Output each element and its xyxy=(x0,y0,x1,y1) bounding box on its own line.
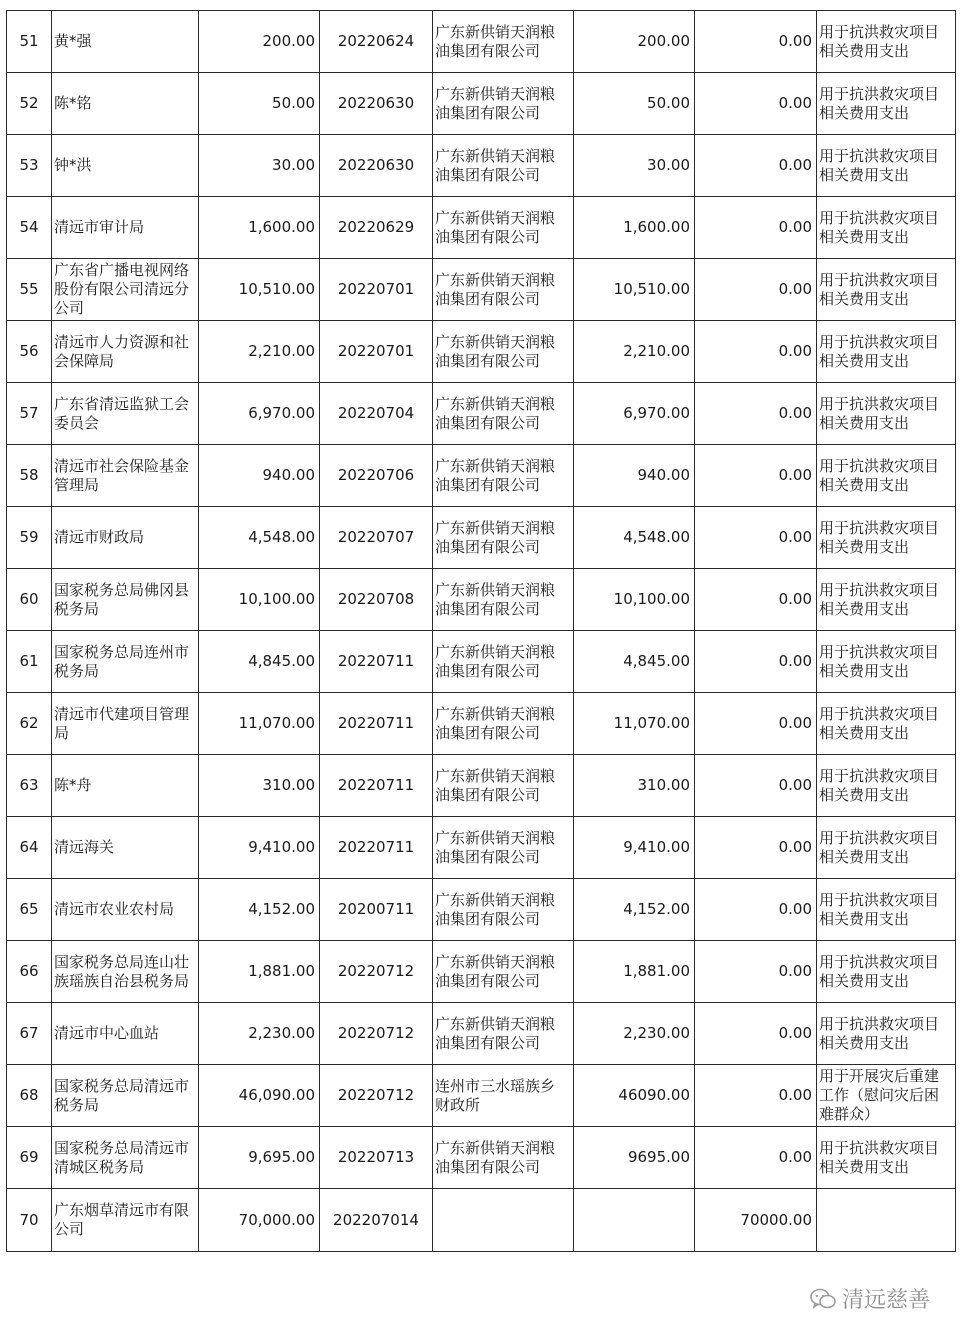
disbursed-amount xyxy=(574,1189,695,1252)
table-row xyxy=(7,321,956,383)
donation-amount: 310.00 xyxy=(199,755,320,817)
row-number: 63 xyxy=(7,755,52,817)
donor-name: 广东省广播电视网络股份有限公司清远分公司 xyxy=(52,259,199,321)
recipient-org: 广东新供销天润粮油集团有限公司 xyxy=(433,879,574,941)
donation-amount: 4,845.00 xyxy=(199,631,320,693)
donation-date: 20220701 xyxy=(320,259,433,321)
donor-name: 国家税务总局连州市税务局 xyxy=(52,631,199,693)
balance-amount: 0.00 xyxy=(695,879,817,941)
donation-date: 20220629 xyxy=(320,197,433,259)
row-number: 65 xyxy=(7,879,52,941)
donation-amount: 6,970.00 xyxy=(199,383,320,445)
donation-amount: 50.00 xyxy=(199,73,320,135)
balance-amount: 0.00 xyxy=(695,1127,817,1189)
usage-description: 用于抗洪救灾项目相关费用支出 xyxy=(817,507,956,569)
donor-name: 国家税务总局清远市清城区税务局 xyxy=(52,1127,199,1189)
donation-amount: 30.00 xyxy=(199,135,320,197)
recipient-org: 连州市三水瑶族乡财政所 xyxy=(433,1065,574,1127)
donor-name: 清远市人力资源和社会保障局 xyxy=(52,321,199,383)
donation-date: 20220712 xyxy=(320,941,433,1003)
watermark xyxy=(810,1283,930,1314)
usage-description: 用于开展灾后重建工作（慰问灾后困难群众） xyxy=(817,1065,956,1127)
donation-amount: 70,000.00 xyxy=(199,1189,320,1252)
disbursed-amount: 4,548.00 xyxy=(574,507,695,569)
donation-date: 202207014 xyxy=(320,1189,433,1252)
balance-amount: 0.00 xyxy=(695,755,817,817)
recipient-org: 广东新供销天润粮油集团有限公司 xyxy=(433,817,574,879)
donation-date: 20220711 xyxy=(320,755,433,817)
row-number: 51 xyxy=(7,11,52,73)
donor-name: 广东烟草清远市有限公司 xyxy=(52,1189,199,1252)
row-number: 61 xyxy=(7,631,52,693)
donation-amount: 46,090.00 xyxy=(199,1065,320,1127)
balance-amount: 0.00 xyxy=(695,693,817,755)
donation-date: 20220712 xyxy=(320,1065,433,1127)
usage-description: 用于抗洪救灾项目相关费用支出 xyxy=(817,259,956,321)
donation-amount: 9,410.00 xyxy=(199,817,320,879)
table-row xyxy=(7,135,956,197)
recipient-org: 广东新供销天润粮油集团有限公司 xyxy=(433,1127,574,1189)
table-row xyxy=(7,73,956,135)
donation-amount: 4,548.00 xyxy=(199,507,320,569)
donation-date: 20220704 xyxy=(320,383,433,445)
table-row xyxy=(7,755,956,817)
donor-name: 清远市审计局 xyxy=(52,197,199,259)
recipient-org: 广东新供销天润粮油集团有限公司 xyxy=(433,569,574,631)
donation-date: 20220711 xyxy=(320,693,433,755)
balance-amount: 70000.00 xyxy=(695,1189,817,1252)
row-number: 56 xyxy=(7,321,52,383)
recipient-org: 广东新供销天润粮油集团有限公司 xyxy=(433,321,574,383)
row-number: 66 xyxy=(7,941,52,1003)
table-row xyxy=(7,383,956,445)
donor-name: 清远海关 xyxy=(52,817,199,879)
wechat-icon xyxy=(810,1288,836,1310)
row-number: 52 xyxy=(7,73,52,135)
recipient-org: 广东新供销天润粮油集团有限公司 xyxy=(433,507,574,569)
disbursed-amount: 4,845.00 xyxy=(574,631,695,693)
table-row xyxy=(7,1003,956,1065)
donation-date: 20220630 xyxy=(320,135,433,197)
donation-date: 20220624 xyxy=(320,11,433,73)
balance-amount: 0.00 xyxy=(695,507,817,569)
donor-name: 清远市财政局 xyxy=(52,507,199,569)
donation-amount: 1,600.00 xyxy=(199,197,320,259)
donor-name: 国家税务总局清远市税务局 xyxy=(52,1065,199,1127)
recipient-org: 广东新供销天润粮油集团有限公司 xyxy=(433,135,574,197)
row-number: 67 xyxy=(7,1003,52,1065)
donation-amount: 200.00 xyxy=(199,11,320,73)
donation-date: 20220711 xyxy=(320,817,433,879)
disbursed-amount: 2,230.00 xyxy=(574,1003,695,1065)
balance-amount: 0.00 xyxy=(695,321,817,383)
recipient-org: 广东新供销天润粮油集团有限公司 xyxy=(433,259,574,321)
balance-amount: 0.00 xyxy=(695,569,817,631)
donation-date: 20220712 xyxy=(320,1003,433,1065)
donation-date: 20220630 xyxy=(320,73,433,135)
donation-table xyxy=(6,10,956,1252)
disbursed-amount: 9695.00 xyxy=(574,1127,695,1189)
usage-description: 用于抗洪救灾项目相关费用支出 xyxy=(817,321,956,383)
table-row xyxy=(7,445,956,507)
watermark-text: 清远慈善 xyxy=(842,1288,931,1313)
usage-description: 用于抗洪救灾项目相关费用支出 xyxy=(817,135,956,197)
donor-name: 广东省清远监狱工会委员会 xyxy=(52,383,199,445)
donor-name: 陈*舟 xyxy=(52,755,199,817)
table-row xyxy=(7,693,956,755)
recipient-org: 广东新供销天润粮油集团有限公司 xyxy=(433,1003,574,1065)
recipient-org xyxy=(433,1189,574,1252)
donor-name: 陈*铭 xyxy=(52,73,199,135)
donor-name: 清远市中心血站 xyxy=(52,1003,199,1065)
recipient-org: 广东新供销天润粮油集团有限公司 xyxy=(433,383,574,445)
row-number: 59 xyxy=(7,507,52,569)
usage-description: 用于抗洪救灾项目相关费用支出 xyxy=(817,11,956,73)
table-row xyxy=(7,259,956,321)
donation-amount: 11,070.00 xyxy=(199,693,320,755)
balance-amount: 0.00 xyxy=(695,1003,817,1065)
disbursed-amount: 200.00 xyxy=(574,11,695,73)
usage-description: 用于抗洪救灾项目相关费用支出 xyxy=(817,879,956,941)
row-number: 69 xyxy=(7,1127,52,1189)
donor-name: 国家税务总局连山壮族瑶族自治县税务局 xyxy=(52,941,199,1003)
donation-amount: 9,695.00 xyxy=(199,1127,320,1189)
donation-amount: 10,510.00 xyxy=(199,259,320,321)
row-number: 70 xyxy=(7,1189,52,1252)
donation-amount: 2,230.00 xyxy=(199,1003,320,1065)
donation-amount: 1,881.00 xyxy=(199,941,320,1003)
disbursed-amount: 1,600.00 xyxy=(574,197,695,259)
table-row xyxy=(7,631,956,693)
donor-name: 钟*洪 xyxy=(52,135,199,197)
disbursed-amount: 9,410.00 xyxy=(574,817,695,879)
balance-amount: 0.00 xyxy=(695,631,817,693)
disbursed-amount: 4,152.00 xyxy=(574,879,695,941)
table-row xyxy=(7,507,956,569)
disbursed-amount: 310.00 xyxy=(574,755,695,817)
disbursed-amount: 1,881.00 xyxy=(574,941,695,1003)
disbursed-amount: 6,970.00 xyxy=(574,383,695,445)
row-number: 53 xyxy=(7,135,52,197)
row-number: 57 xyxy=(7,383,52,445)
balance-amount: 0.00 xyxy=(695,383,817,445)
recipient-org: 广东新供销天润粮油集团有限公司 xyxy=(433,755,574,817)
donation-date: 20220708 xyxy=(320,569,433,631)
disbursed-amount: 940.00 xyxy=(574,445,695,507)
usage-description xyxy=(817,1189,956,1252)
row-number: 64 xyxy=(7,817,52,879)
disbursed-amount: 2,210.00 xyxy=(574,321,695,383)
disbursed-amount: 30.00 xyxy=(574,135,695,197)
disbursed-amount: 10,100.00 xyxy=(574,569,695,631)
donation-amount: 940.00 xyxy=(199,445,320,507)
recipient-org: 广东新供销天润粮油集团有限公司 xyxy=(433,631,574,693)
recipient-org: 广东新供销天润粮油集团有限公司 xyxy=(433,445,574,507)
disbursed-amount: 11,070.00 xyxy=(574,693,695,755)
table-row xyxy=(7,879,956,941)
recipient-org: 广东新供销天润粮油集团有限公司 xyxy=(433,197,574,259)
balance-amount: 0.00 xyxy=(695,1065,817,1127)
disbursed-amount: 50.00 xyxy=(574,73,695,135)
donation-date: 20220701 xyxy=(320,321,433,383)
row-number: 54 xyxy=(7,197,52,259)
table-row xyxy=(7,1189,956,1252)
donor-name: 清远市农业农村局 xyxy=(52,879,199,941)
donor-name: 清远市社会保险基金管理局 xyxy=(52,445,199,507)
balance-amount: 0.00 xyxy=(695,941,817,1003)
donation-date: 20220706 xyxy=(320,445,433,507)
donation-date: 20200711 xyxy=(320,879,433,941)
balance-amount: 0.00 xyxy=(695,259,817,321)
table-row xyxy=(7,1127,956,1189)
usage-description: 用于抗洪救灾项目相关费用支出 xyxy=(817,941,956,1003)
table-row xyxy=(7,569,956,631)
donation-amount: 2,210.00 xyxy=(199,321,320,383)
recipient-org: 广东新供销天润粮油集团有限公司 xyxy=(433,73,574,135)
balance-amount: 0.00 xyxy=(695,197,817,259)
table-row xyxy=(7,11,956,73)
usage-description: 用于抗洪救灾项目相关费用支出 xyxy=(817,693,956,755)
usage-description: 用于抗洪救灾项目相关费用支出 xyxy=(817,755,956,817)
usage-description: 用于抗洪救灾项目相关费用支出 xyxy=(817,569,956,631)
usage-description: 用于抗洪救灾项目相关费用支出 xyxy=(817,383,956,445)
usage-description: 用于抗洪救灾项目相关费用支出 xyxy=(817,1127,956,1189)
balance-amount: 0.00 xyxy=(695,11,817,73)
row-number: 58 xyxy=(7,445,52,507)
recipient-org: 广东新供销天润粮油集团有限公司 xyxy=(433,11,574,73)
row-number: 55 xyxy=(7,259,52,321)
disbursed-amount: 10,510.00 xyxy=(574,259,695,321)
donation-date: 20220713 xyxy=(320,1127,433,1189)
donor-name: 清远市代建项目管理局 xyxy=(52,693,199,755)
balance-amount: 0.00 xyxy=(695,817,817,879)
usage-description: 用于抗洪救灾项目相关费用支出 xyxy=(817,1003,956,1065)
recipient-org: 广东新供销天润粮油集团有限公司 xyxy=(433,941,574,1003)
usage-description: 用于抗洪救灾项目相关费用支出 xyxy=(817,445,956,507)
donation-date: 20220711 xyxy=(320,631,433,693)
recipient-org: 广东新供销天润粮油集团有限公司 xyxy=(433,693,574,755)
balance-amount: 0.00 xyxy=(695,135,817,197)
donation-date: 20220707 xyxy=(320,507,433,569)
row-number: 62 xyxy=(7,693,52,755)
usage-description: 用于抗洪救灾项目相关费用支出 xyxy=(817,631,956,693)
usage-description: 用于抗洪救灾项目相关费用支出 xyxy=(817,197,956,259)
usage-description: 用于抗洪救灾项目相关费用支出 xyxy=(817,817,956,879)
table-row xyxy=(7,1065,956,1127)
row-number: 60 xyxy=(7,569,52,631)
donation-amount: 10,100.00 xyxy=(199,569,320,631)
table-row xyxy=(7,197,956,259)
balance-amount: 0.00 xyxy=(695,445,817,507)
usage-description: 用于抗洪救灾项目相关费用支出 xyxy=(817,73,956,135)
donor-name: 黄*强 xyxy=(52,11,199,73)
row-number: 68 xyxy=(7,1065,52,1127)
donation-amount: 4,152.00 xyxy=(199,879,320,941)
donor-name: 国家税务总局佛冈县税务局 xyxy=(52,569,199,631)
table-row xyxy=(7,941,956,1003)
table-row xyxy=(7,817,956,879)
balance-amount: 0.00 xyxy=(695,73,817,135)
disbursed-amount: 46090.00 xyxy=(574,1065,695,1127)
